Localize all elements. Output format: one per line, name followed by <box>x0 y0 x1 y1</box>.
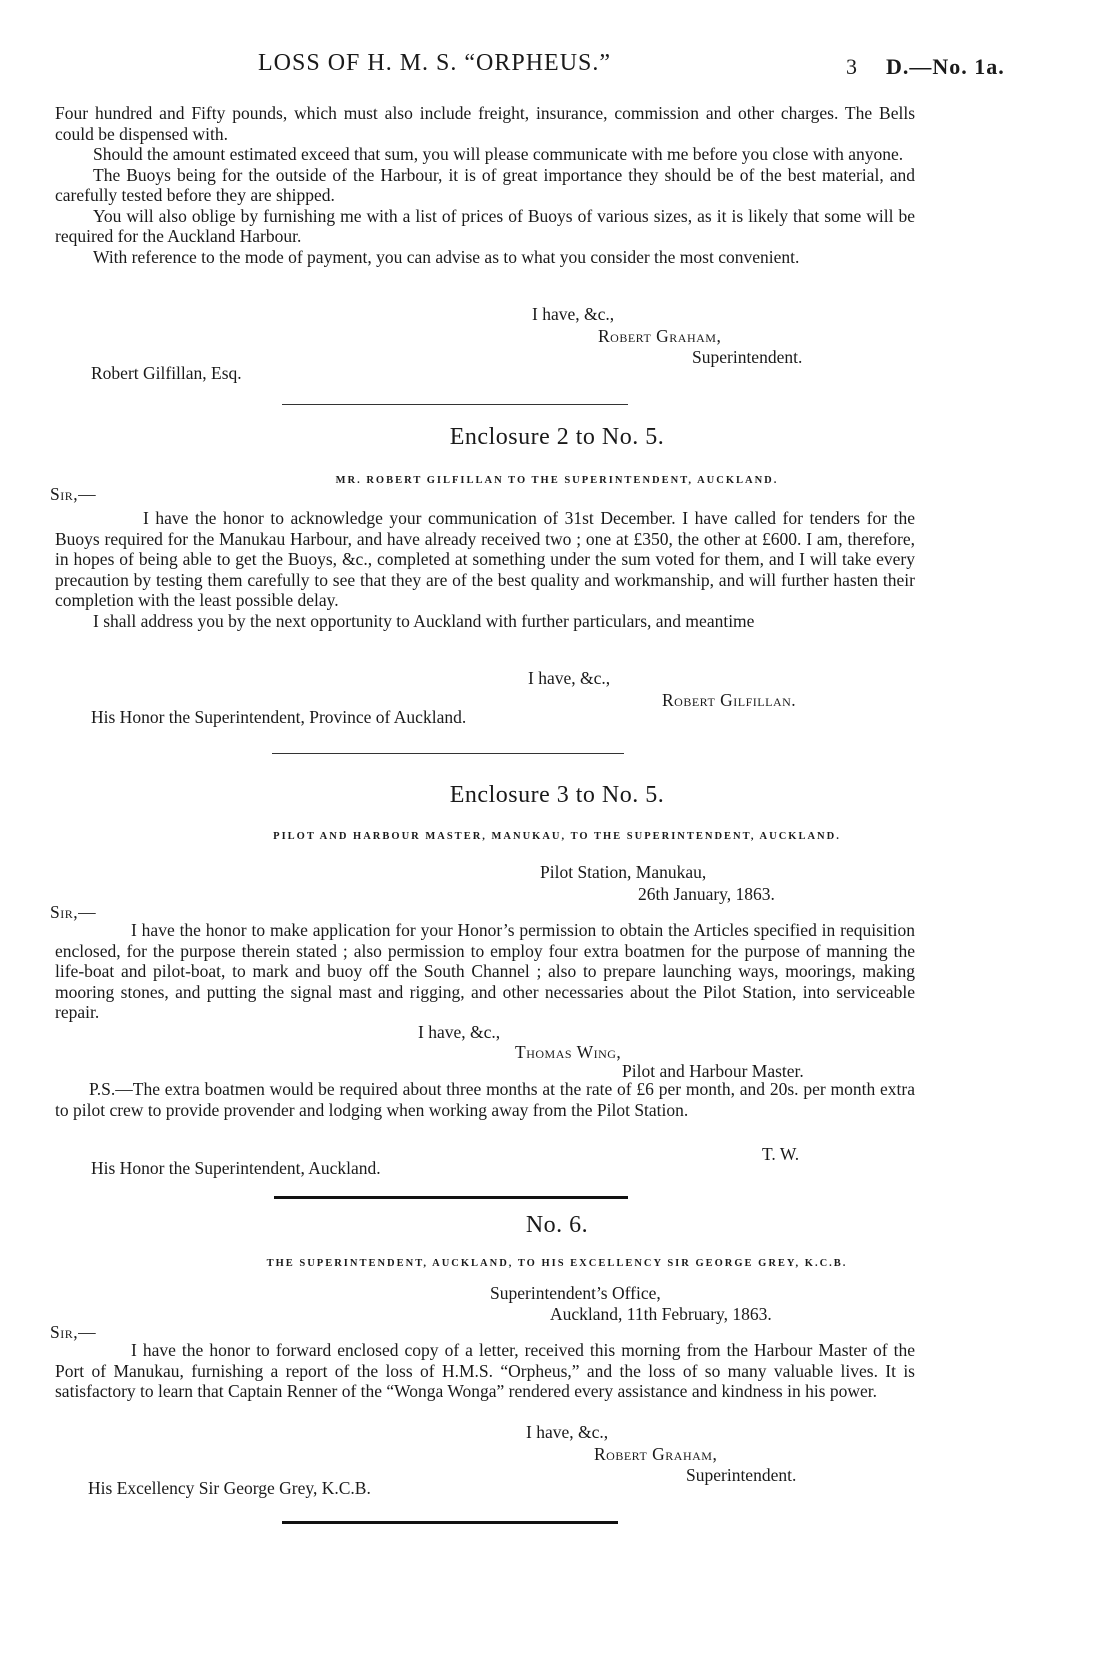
enclosure2-paragraph: I have the honor to acknowledge your communication of 31st December. I have called for tenders for the Buoys required for the Manukau Harbour, and have already received two ; one at £350, the other at £600. I am, therefore, in hopes of being able to get the Buoys, &c., completed at something under the sum voted for them, and I will take every precaution by testing them carefully to see that they are of the best quality and workmanship, and will further hasten their completion with the least possible delay. <box>55 508 915 610</box>
letter1-paragraph: With reference to the mode of payment, you can advise as to what you consider the most convenient. <box>93 246 800 267</box>
enclosure2-title: Enclosure 2 to No. 5. <box>449 424 665 450</box>
no6-title: No. 6. <box>525 1212 589 1238</box>
letter1-paragraph: Four hundred and Fifty pounds, which must also include freight, insurance, commission and other charges. The Bells could be dispensed with. <box>55 103 915 144</box>
enclosure2-salutation: Sir,— <box>50 484 97 504</box>
letter1-addressee: Robert Gilfillan, Esq. <box>91 363 242 383</box>
enclosure3-closing: I have, &c., <box>418 1022 501 1042</box>
enclosure2-body <box>55 508 915 631</box>
no6-location: Superintendent’s Office, <box>490 1283 661 1303</box>
enclosure3-postscript: P.S.—The extra boatmen would be required about three months at the rate of £6 per month, and 20s. per month extra to pilot crew to provide provender and lodging when working away from the Pilot Station. <box>55 1079 915 1120</box>
no6-addressee: His Excellency Sir George Grey, K.C.B. <box>88 1478 371 1498</box>
letter1-body <box>55 103 915 267</box>
letter1-signature-title: Superintendent. <box>692 347 803 367</box>
enclosure3-postscript-block <box>55 1079 915 1120</box>
enclosure3-addressee: His Honor the Superintendent, Auckland. <box>91 1158 381 1178</box>
no6-signature: Robert Graham, <box>594 1444 718 1464</box>
enclosure3-date: 26th January, 1863. <box>638 884 775 904</box>
enclosure3-signature-title: Pilot and Harbour Master. <box>622 1061 804 1081</box>
letter1-paragraph: Should the amount estimated exceed that sum, you will please communicate with me before you close with anyone. <box>93 144 904 164</box>
no6-closing: I have, &c., <box>526 1422 609 1442</box>
enclosure3-signature: Thomas Wing, <box>515 1042 622 1062</box>
document-reference: D.—No. 1a. <box>886 54 1005 79</box>
enclosure3-body <box>55 920 915 1023</box>
letter1-paragraph: You will also oblige by furnishing me with a list of prices of Buoys of various sizes, as it is likely that some will be required for the Auckland Harbour. <box>55 205 915 246</box>
section-divider <box>272 753 624 754</box>
enclosure2-subtitle: MR. ROBERT GILFILLAN TO THE SUPERINTENDENT, AUCKLAND. <box>335 475 779 486</box>
no6-date: Auckland, 11th February, 1863. <box>550 1304 772 1324</box>
letter1-closing: I have, &c., <box>532 304 615 324</box>
section-divider-thick <box>282 1521 618 1524</box>
no6-salutation: Sir,— <box>50 1322 97 1342</box>
letter1-paragraph: The Buoys being for the outside of the Harbour, it is of great importance they should be of the best material, and carefully tested before they are shipped. <box>55 164 915 205</box>
no6-signature-title: Superintendent. <box>686 1465 797 1485</box>
section-divider <box>282 404 628 405</box>
page-number: 3 <box>846 54 858 79</box>
enclosure2-signature: Robert Gilfillan. <box>662 690 797 710</box>
enclosure3-paragraph: I have the honor to make application for your Honor’s permission to obtain the Articles specified in requisition enclosed, for the purpose therein stated ; also permission to employ four extra boatmen for the purpose of manning the life-boat and pilot-boat, to mark and buoy off the South Channel ; also to prepare launching ways, moorings, making mooring stones, and putting the signal mast and rigging, and other necessaries about the Pilot Station, into serviceable repair. <box>55 920 915 1022</box>
section-divider-thick <box>274 1196 628 1199</box>
no6-subtitle: THE SUPERINTENDENT, AUCKLAND, TO HIS EXCELLENCY SIR GEORGE GREY, K.C.B. <box>266 1258 848 1269</box>
page-title: LOSS OF H. M. S. “ORPHEUS.” <box>258 50 612 76</box>
enclosure3-salutation: Sir,— <box>50 902 97 922</box>
enclosure2-addressee: His Honor the Superintendent, Province of Auckland. <box>91 707 467 727</box>
enclosure2-closing: I have, &c., <box>528 668 611 688</box>
no6-body <box>55 1340 915 1402</box>
enclosure3-initials: T. W. <box>762 1144 800 1164</box>
enclosure3-title: Enclosure 3 to No. 5. <box>449 782 665 808</box>
no6-paragraph: I have the honor to forward enclosed copy of a letter, received this morning from the Harbour Master of the Port of Manukau, furnishing a report of the loss of H.M.S. “Orpheus,” and the loss of so many valuable lives. It is satisfactory to learn that Captain Renner of the “Wonga Wonga” rendered every assistance and kindness in his power. <box>55 1340 915 1401</box>
enclosure3-subtitle: PILOT AND HARBOUR MASTER, MANUKAU, TO THE SUPERINTENDENT, AUCKLAND. <box>273 831 841 842</box>
letter1-signature: Robert Graham, <box>598 326 722 346</box>
enclosure3-location: Pilot Station, Manukau, <box>540 862 707 882</box>
enclosure2-paragraph: I shall address you by the next opportunity to Auckland with further particulars, and meantime <box>93 610 755 631</box>
